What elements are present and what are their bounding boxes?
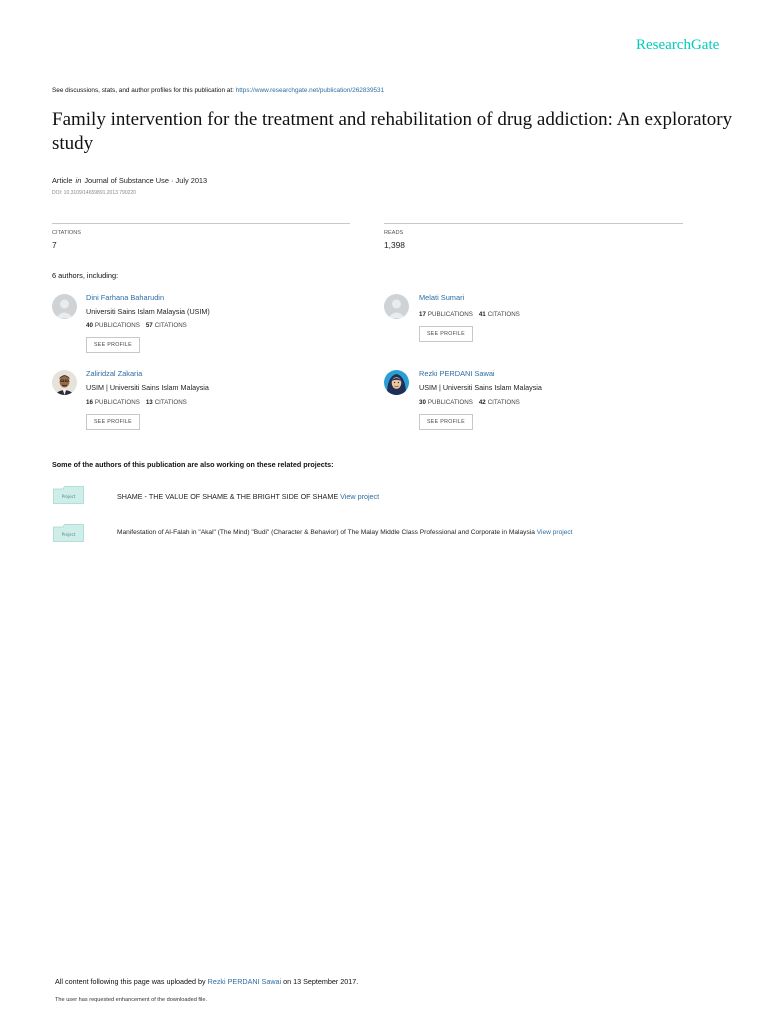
article-type: Article: [52, 176, 73, 185]
publications-count: 17: [419, 311, 426, 318]
project-title: [117, 529, 573, 536]
project-title-text: Manifestation of Al-Falah in "Akal" (The Mind) "Budi" (Character & Behavior) of The Malay Middle Class Professional and Corporate in Malaysia: [117, 529, 537, 536]
divider-reads: [384, 223, 683, 224]
citations-count: 57: [145, 322, 153, 329]
reads-label: READS: [384, 230, 404, 236]
publications-label: PUBLICATIONS: [427, 311, 473, 318]
citations-value: 7: [52, 240, 57, 250]
avatar[interactable]: [52, 294, 77, 319]
see-profile-button[interactable]: SEE PROFILE: [86, 414, 140, 430]
publications-count: 30: [419, 399, 426, 406]
author-name[interactable]: Rezki PERDANI Sawai: [419, 369, 495, 378]
doi: DOI: 10.3109/14659891.2013.790220: [52, 190, 136, 196]
uploader-link[interactable]: Rezki PERDANI Sawai: [207, 977, 282, 986]
author-name[interactable]: Zaliridzal Zakaria: [86, 369, 143, 378]
project-title: [117, 492, 379, 501]
project-folder-icon[interactable]: [53, 486, 84, 504]
author-photo-icon: [52, 370, 77, 395]
article-meta: [52, 176, 207, 185]
enhancement-note: The user has requested enhancement of the downloaded file.: [55, 997, 208, 1003]
publications-label: PUBLICATIONS: [427, 399, 473, 406]
author-stats: [86, 399, 187, 406]
author-stats: [419, 399, 520, 406]
projects-heading: Some of the authors of this publication are also working on these related projects:: [52, 460, 334, 469]
project-title-text: SHAME - THE VALUE OF SHAME & THE BRIGHT SIDE OF SHAME: [117, 492, 341, 501]
author-name[interactable]: Melati Sumari: [419, 293, 465, 302]
citations-label: CITATIONS: [52, 230, 82, 236]
citations-label: CITATIONS: [154, 399, 187, 406]
citations-label: CITATIONS: [487, 311, 520, 318]
page-title: Family intervention for the treatment and rehabilitation of drug addiction: An exploratory study: [52, 109, 733, 154]
citations-label: CITATIONS: [487, 399, 520, 406]
see-profile-button[interactable]: SEE PROFILE: [419, 326, 473, 342]
publications-count: 16: [86, 399, 93, 406]
avatar[interactable]: [384, 294, 409, 319]
author-stats: [419, 311, 520, 318]
researchgate-logo[interactable]: ResearchGate: [636, 37, 720, 53]
publications-label: PUBLICATIONS: [94, 399, 140, 406]
upload-note: [55, 977, 358, 986]
citations-count: 41: [478, 311, 486, 318]
upload-prefix: All content following this page was uploaded by: [55, 977, 208, 986]
author-affiliation[interactable]: Universiti Sains Islam Malaysia (USIM): [86, 307, 210, 316]
top-note: [52, 87, 384, 94]
divider-citations: [52, 223, 350, 224]
citations-label: CITATIONS: [154, 322, 187, 329]
author-stats: [86, 322, 187, 329]
upload-suffix: on 13 September 2017.: [281, 977, 359, 986]
publications-count: 40: [86, 322, 93, 329]
project-icon-label: Project: [61, 532, 76, 537]
in-word: in: [75, 176, 82, 185]
project-folder-icon[interactable]: [53, 524, 84, 542]
top-note-text: See discussions, stats, and author profiles for this publication at:: [52, 87, 236, 94]
author-affiliation[interactable]: USIM | Universiti Sains Islam Malaysia: [419, 383, 542, 392]
default-avatar-icon: [384, 294, 409, 319]
see-profile-button[interactable]: SEE PROFILE: [419, 414, 473, 430]
journal-name[interactable]: Journal of Substance Use · July 2013: [84, 176, 208, 185]
avatar[interactable]: [52, 370, 77, 395]
citations-count: 42: [478, 399, 486, 406]
project-icon-label: Project: [61, 494, 76, 499]
default-avatar-icon: [52, 294, 77, 319]
view-project-link[interactable]: View project: [536, 529, 573, 536]
avatar[interactable]: [384, 370, 409, 395]
citations-count: 13: [145, 399, 153, 406]
publications-label: PUBLICATIONS: [94, 322, 140, 329]
view-project-link[interactable]: View project: [340, 492, 380, 501]
authors-heading: 6 authors, including:: [52, 271, 119, 280]
see-profile-button[interactable]: SEE PROFILE: [86, 337, 140, 353]
publication-link[interactable]: https://www.researchgate.net/publication/262839531: [235, 87, 385, 94]
reads-value: 1,398: [384, 240, 405, 250]
author-name[interactable]: Dini Farhana Baharudin: [86, 293, 165, 302]
author-affiliation[interactable]: USIM | Universiti Sains Islam Malaysia: [86, 383, 209, 392]
author-photo-icon: [384, 370, 409, 395]
